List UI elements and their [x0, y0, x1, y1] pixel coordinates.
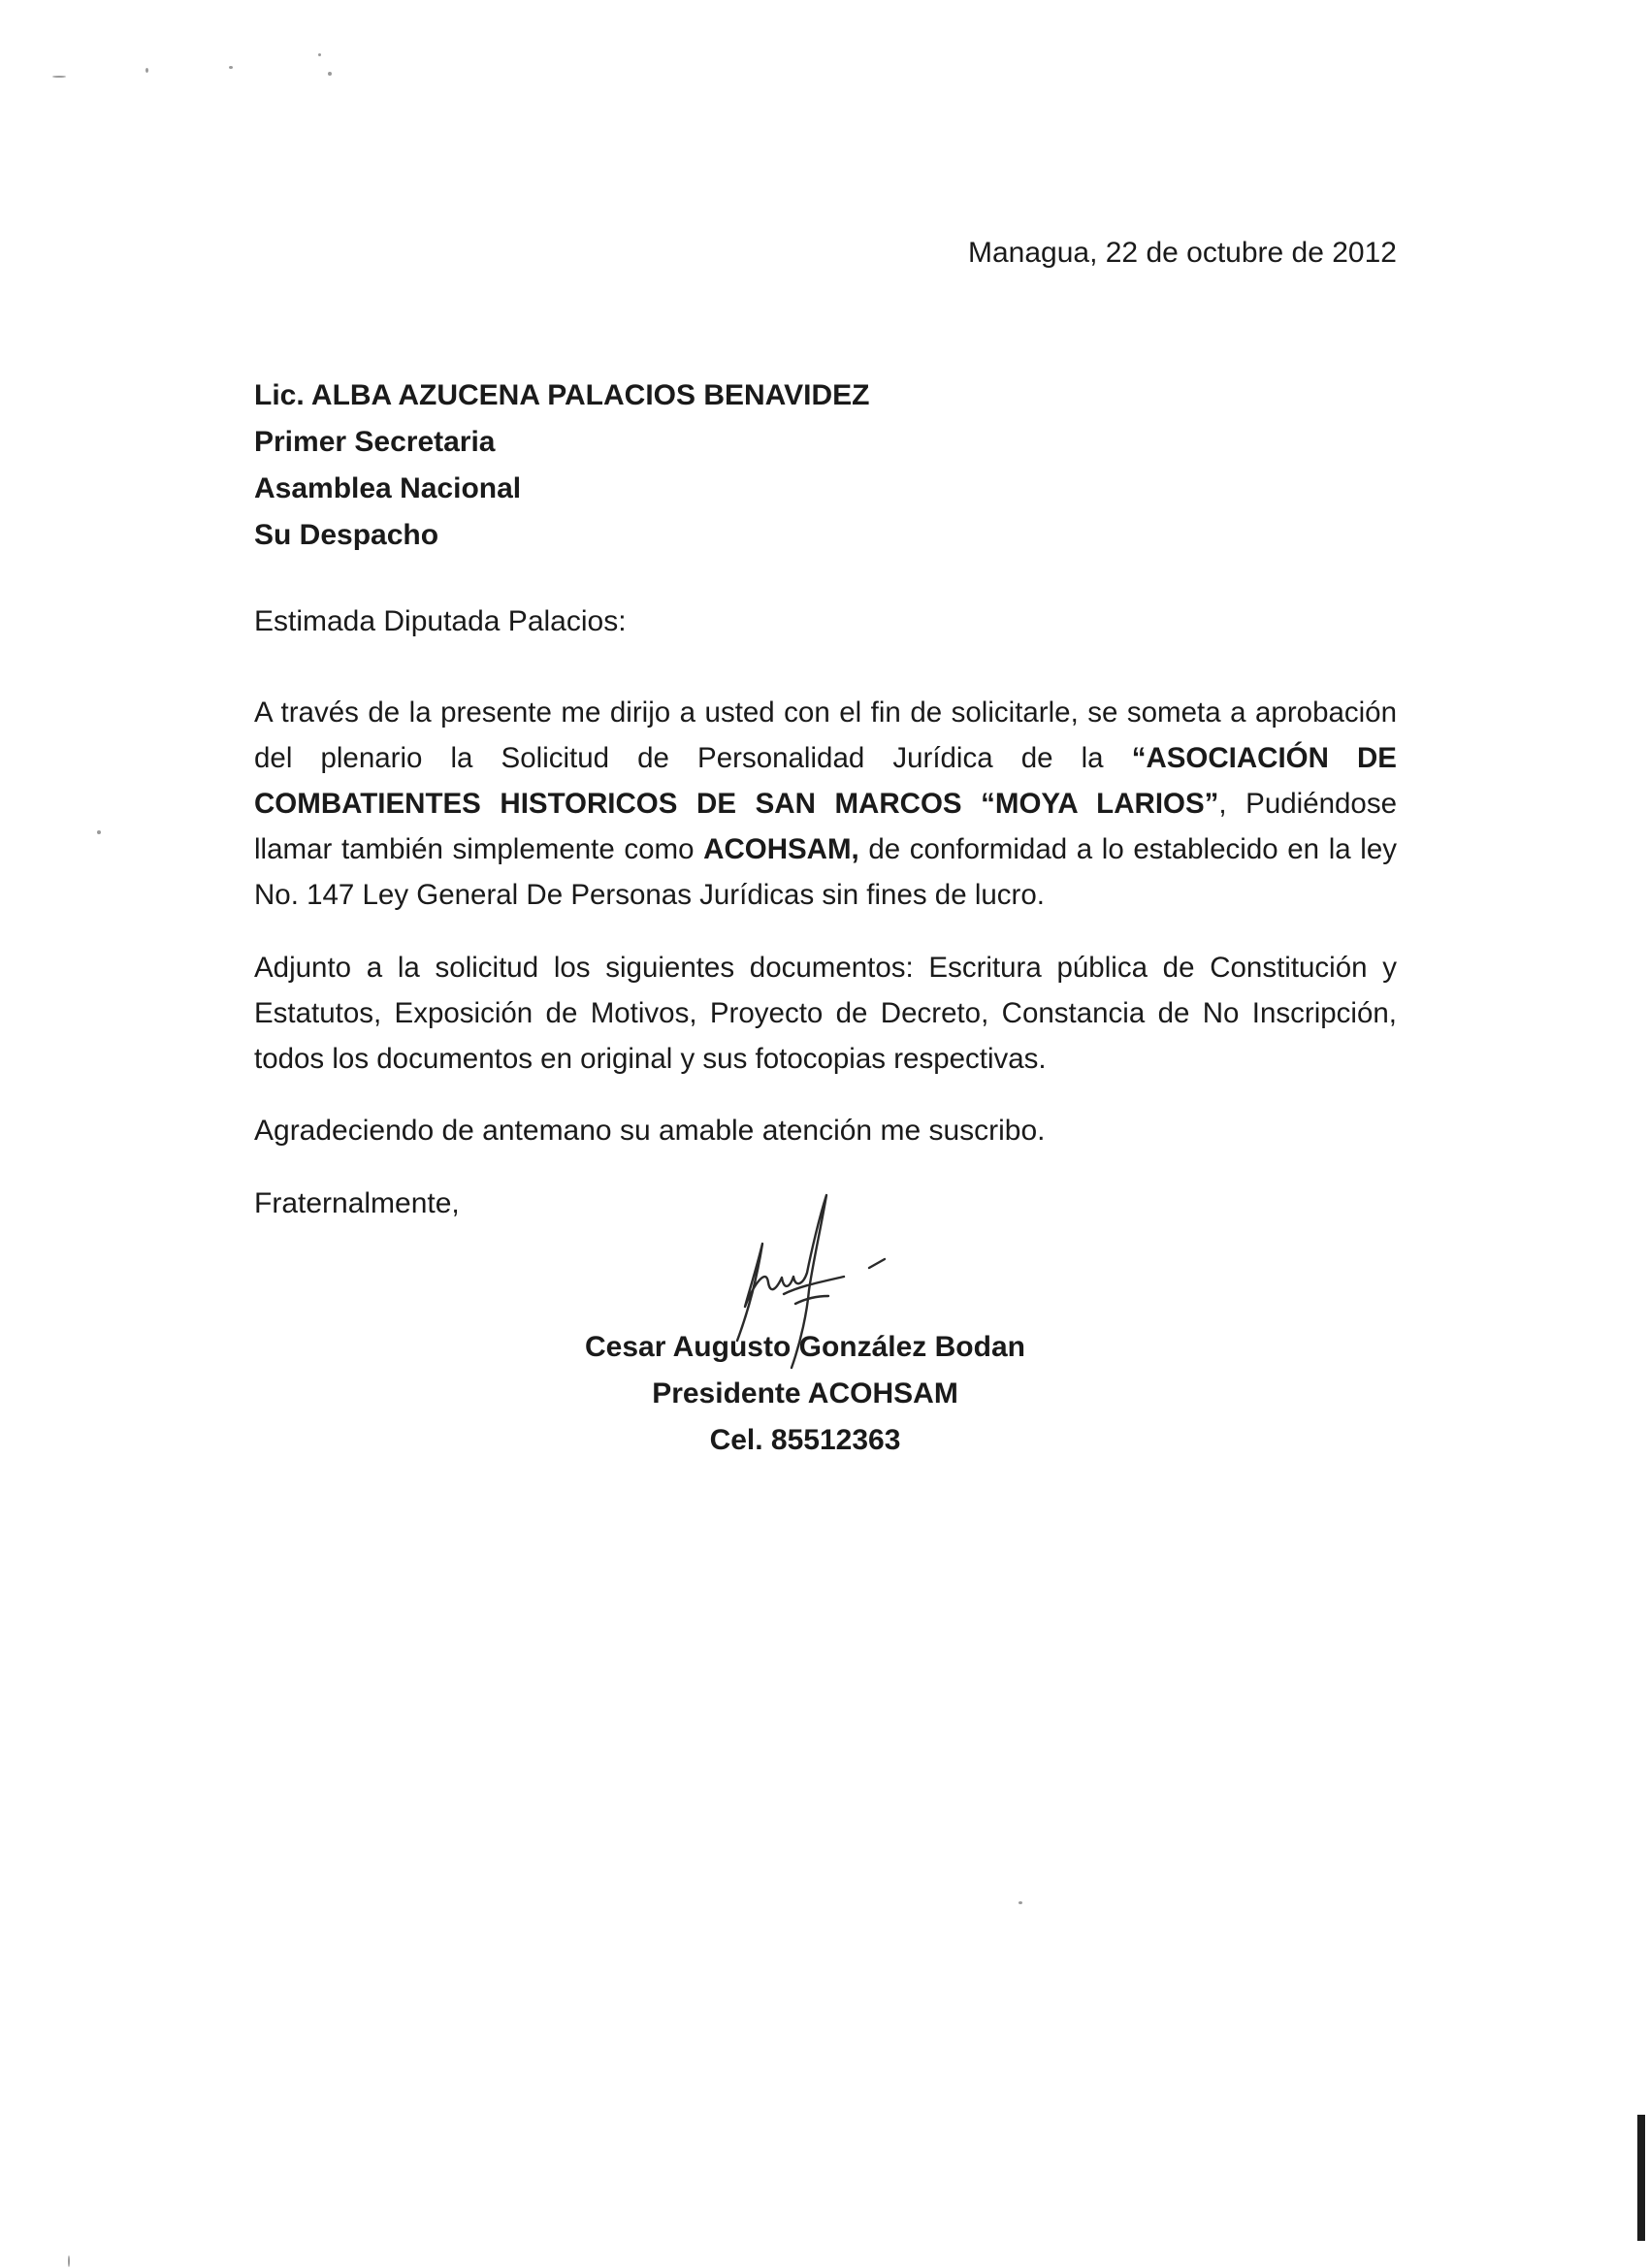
scan-speck — [146, 68, 148, 73]
signer-phone: Cel. 85512363 — [709, 1424, 901, 1456]
recipient-block — [254, 373, 869, 559]
scan-speck — [318, 53, 321, 56]
paragraph-text: , Pudiéndose llamar también simplemente como — [254, 788, 1397, 865]
farewell: Fraternalmente, — [254, 1187, 460, 1219]
recipient-office: Su Despacho — [254, 519, 439, 551]
signer-block — [582, 1324, 1028, 1464]
closing-line: Agradeciendo de antemano su amable atención me suscribo. — [254, 1115, 1046, 1147]
salutation: Estimada Diputada Palacios: — [254, 605, 627, 637]
recipient-institution: Asamblea Nacional — [254, 472, 522, 504]
paragraph-text: de conformidad a lo establecido en la ley No. 147 Ley General De Personas Jurídicas sin fines de lucro. — [254, 833, 1397, 911]
scan-speck — [52, 76, 66, 78]
paragraph-text: A través de la presente me dirijo a usted con el fin de solicitarle, se someta a aprobación del plenario la Solicitud de Personalidad Jurídica de la — [254, 697, 1397, 774]
scan-speck — [229, 66, 233, 69]
signer-name: Cesar Augusto González Bodan — [585, 1331, 1025, 1363]
date-line: Managua, 22 de octubre de 2012 — [967, 237, 1397, 269]
body-paragraph-request — [254, 690, 1397, 918]
scan-speck — [97, 830, 101, 834]
body-paragraph-attachments: Adjunto a la solicitud los siguientes documentos: Escritura pública de Constitución y Estatutos, Exposición de Motivos, Proyecto de Decreto, Constancia de No Inscripción, todos los documentos en original y sus fotocopias respectivas. — [254, 952, 1397, 1075]
organization-name: “ASOCIACIÓN DE COMBATIENTES HISTORICOS DE SAN MARCOS “MOYA LARIOS” — [254, 742, 1397, 820]
scan-speck — [328, 72, 332, 76]
organization-acronym: ACOHSAM, — [703, 833, 859, 865]
scan-speck — [1018, 1901, 1022, 1904]
recipient-name: Lic. ALBA AZUCENA PALACIOS BENAVIDEZ — [254, 379, 870, 411]
recipient-title: Primer Secretaria — [254, 426, 496, 458]
scan-edge-mark — [1637, 2115, 1645, 2241]
scan-speck — [68, 2255, 70, 2267]
signer-position: Presidente ACOHSAM — [652, 1377, 958, 1409]
